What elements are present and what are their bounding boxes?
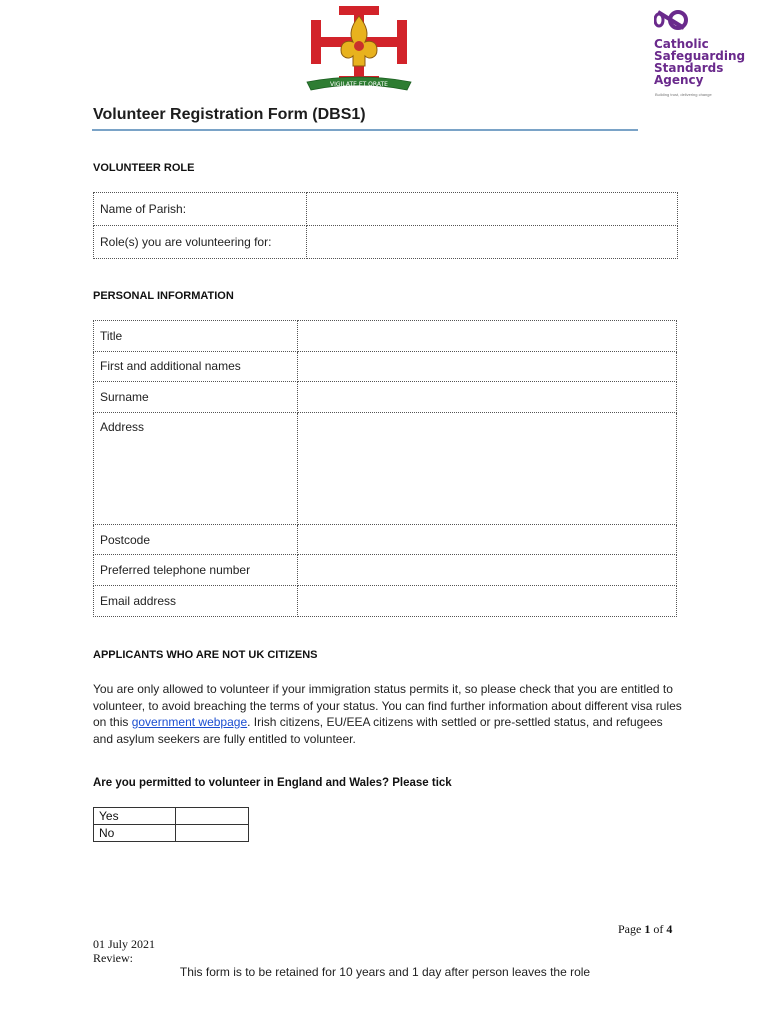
telephone-label: Preferred telephone number bbox=[94, 555, 298, 586]
first-names-label: First and additional names bbox=[94, 351, 298, 382]
yes-tick-box[interactable] bbox=[176, 808, 249, 825]
table-row bbox=[94, 808, 249, 825]
issue-date: 01 July 2021 bbox=[93, 937, 156, 951]
document-date bbox=[93, 937, 155, 965]
permission-question: Are you permitted to volunteer in England and Wales? Please tick bbox=[93, 777, 452, 789]
page-number: Page 1 of 4 bbox=[618, 922, 673, 936]
telephone-field[interactable] bbox=[298, 555, 677, 586]
immigration-paragraph bbox=[93, 681, 683, 747]
parish-label: Name of Parish: bbox=[94, 193, 307, 226]
table-row bbox=[94, 321, 677, 352]
table-row bbox=[94, 351, 677, 382]
surname-field[interactable] bbox=[298, 382, 677, 413]
table-row bbox=[94, 524, 677, 555]
page-title: Volunteer Registration Form (DBS1) bbox=[93, 106, 366, 123]
title-field[interactable] bbox=[298, 321, 677, 352]
retention-note: This form is to be retained for 10 years and 1 day after person leaves the role bbox=[179, 965, 591, 979]
permission-tick-table bbox=[93, 807, 249, 842]
paragraph-text: . Irish citizens, EU/EEA citizens with settled or pre-settled status, and refugees and asylum seekers are fully entitled to volunteer. bbox=[93, 715, 663, 746]
title-divider bbox=[92, 129, 638, 131]
agency-tagline: Building trust, delivering change bbox=[655, 92, 712, 97]
volunteer-role-heading: VOLUNTEER ROLE bbox=[93, 162, 195, 174]
personal-info-heading: PERSONAL INFORMATION bbox=[93, 290, 234, 302]
address-field[interactable] bbox=[298, 412, 677, 524]
postcode-field[interactable] bbox=[298, 524, 677, 555]
postcode-label: Postcode bbox=[94, 524, 298, 555]
table-row bbox=[94, 825, 249, 842]
government-webpage-link[interactable]: government webpage bbox=[131, 715, 248, 729]
table-row bbox=[94, 226, 678, 259]
paragraph-text: You are only allowed to volunteer if your immigration status permits it, so please check that you are entitled to volunteer, to avoid breaching the terms of your status. You can find further information about different visa rules on this bbox=[93, 682, 682, 729]
email-field[interactable] bbox=[298, 585, 677, 616]
table-row bbox=[94, 193, 678, 226]
table-row bbox=[94, 585, 677, 616]
surname-label: Surname bbox=[94, 382, 298, 413]
table-row bbox=[94, 412, 677, 524]
parish-field[interactable] bbox=[307, 193, 678, 226]
review-label: Review: bbox=[93, 951, 133, 965]
table-row bbox=[94, 382, 677, 413]
agency-name: Catholic Safeguarding Standards Agency bbox=[654, 37, 746, 87]
volunteer-role-table bbox=[93, 192, 678, 259]
yes-label: Yes bbox=[94, 808, 176, 825]
non-uk-heading: APPLICANTS WHO ARE NOT UK CITIZENS bbox=[93, 649, 318, 661]
agency-logo bbox=[652, 8, 762, 100]
infinity-icon bbox=[654, 8, 688, 32]
title-label: Title bbox=[94, 321, 298, 352]
personal-info-table bbox=[93, 320, 677, 617]
roles-field[interactable] bbox=[307, 226, 678, 259]
table-row bbox=[94, 555, 677, 586]
crest-motto: VIGILATE ET ORATE bbox=[330, 81, 388, 88]
no-tick-box[interactable] bbox=[176, 825, 249, 842]
address-label: Address bbox=[94, 412, 298, 524]
no-label: No bbox=[94, 825, 176, 842]
email-label: Email address bbox=[94, 585, 298, 616]
scout-crest-logo bbox=[303, 6, 415, 92]
roles-label: Role(s) you are volunteering for: bbox=[94, 226, 307, 259]
first-names-field[interactable] bbox=[298, 351, 677, 382]
